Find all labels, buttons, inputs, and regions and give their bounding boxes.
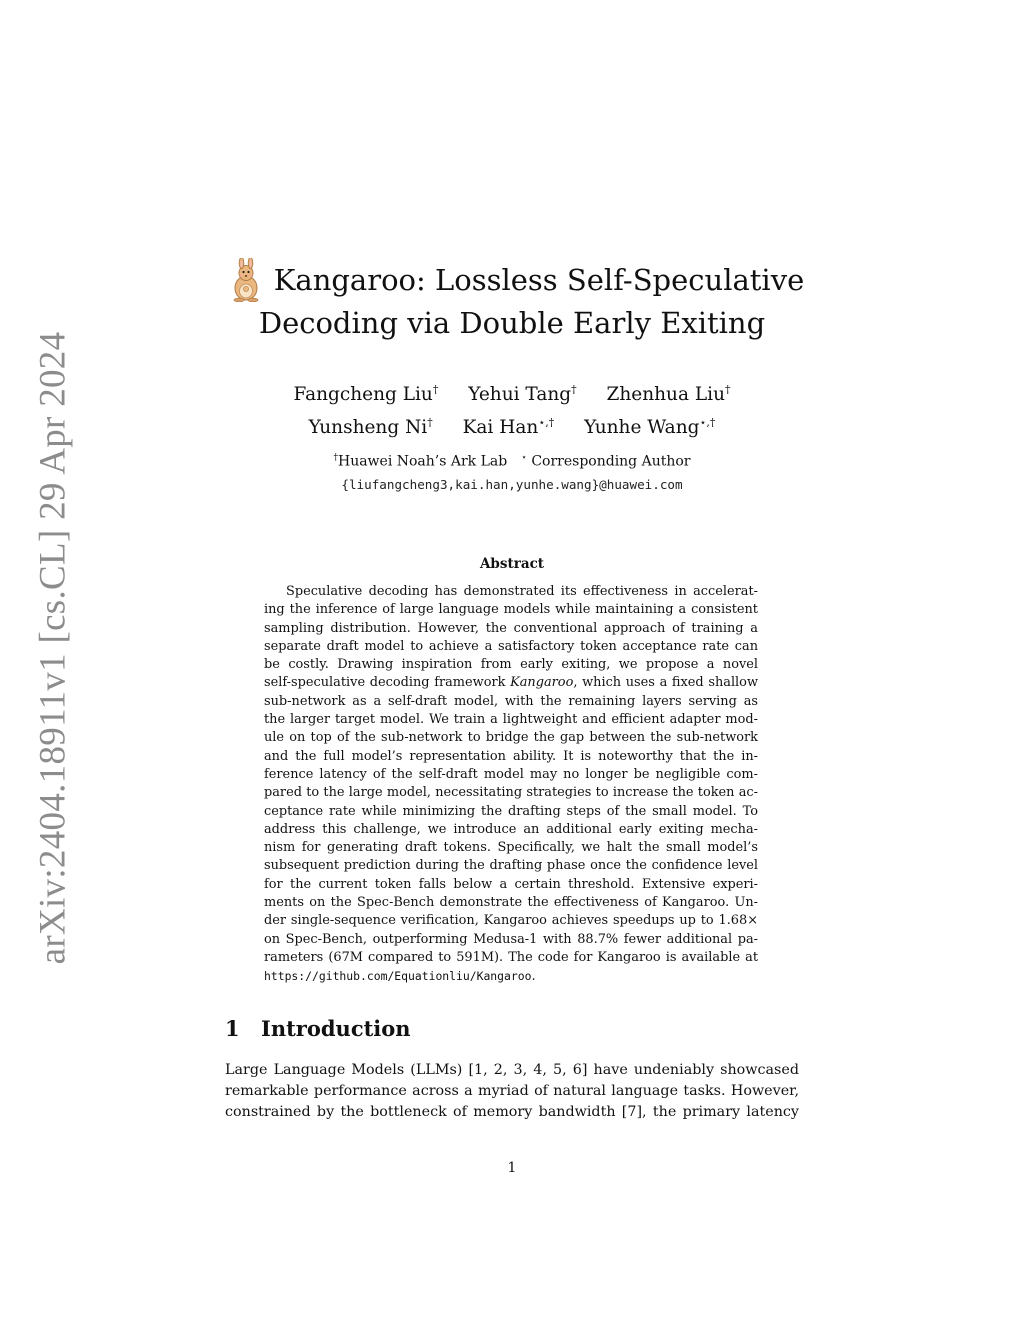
author-row-1 <box>0 376 1024 409</box>
author-list <box>0 376 1024 442</box>
intro-line: constrained by the bottleneck of memory bandwidth [7], the primary latency <box>225 1104 799 1120</box>
corresponding-mark: ⋆ <box>521 453 527 463</box>
abstract-heading: Abstract <box>479 556 545 572</box>
abstract-line: ference latency of the self-draft model may no longer be negligible com- <box>264 766 758 782</box>
intro-line: Large Language Models (LLMs) [1, 2, 3, 4, 5, 6] have undeniably showcased <box>225 1062 799 1078</box>
abstract-line: sub-network as a self-draft model, with the remaining layers serving as <box>264 693 758 709</box>
affiliation-lab: Huawei Noah’s Ark Lab <box>337 453 508 470</box>
abstract-line: and the full model’s representation ability. It is noteworthy that the in- <box>264 748 758 764</box>
abstract-line: on Spec-Bench, outperforming Medusa-1 with 88.7% fewer additional pa- <box>264 931 758 947</box>
author: Yunsheng Ni† <box>308 416 433 439</box>
author-row-2 <box>0 409 1024 442</box>
kangaroo-icon <box>226 258 266 302</box>
abstract-line: Speculative decoding has demonstrated its effectiveness in accelerat- <box>286 584 758 599</box>
corresponding-label: Corresponding Author <box>531 453 691 470</box>
abstract-line: pared to the large model, necessitating strategies to increase the token ac- <box>264 785 758 801</box>
abstract-line: be costly. Drawing inspiration from early exiting, we propose a novel <box>264 657 758 673</box>
abstract-line: subsequent prediction during the drafting phase once the confidence level <box>264 858 758 874</box>
abstract-line: for the current token falls below a certain threshold. Extensive experi- <box>264 876 758 892</box>
affiliation-mark: † <box>333 453 338 463</box>
introduction-body <box>225 1060 799 1123</box>
abstract-body <box>264 583 758 987</box>
abstract-line: https://github.com/Equationliu/Kangaroo. <box>264 969 536 985</box>
author-emails: {liufangcheng3,kai.han,yunhe.wang}@huawei.com <box>341 477 683 492</box>
section-heading-introduction <box>225 1016 411 1041</box>
title-line-2: Decoding via Double Early Exiting <box>258 306 766 340</box>
author: Kai Han⋆,† <box>462 416 555 439</box>
abstract-line: ing the inference of large language models while maintaining a consistent <box>264 602 758 618</box>
abstract-line: nism for generating draft tokens. Specifically, we halt the small model’s <box>264 840 758 856</box>
affiliation-line <box>0 448 1024 472</box>
abstract-line: sampling distribution. However, the conventional approach of training a <box>264 620 758 636</box>
title-text-line-1: Kangaroo: Lossless Self-Speculative <box>273 263 805 297</box>
author: Zhenhua Liu† <box>606 383 731 406</box>
github-link[interactable]: https://github.com/Equationliu/Kangaroo <box>264 969 532 984</box>
abstract-line: der single-sequence verification, Kangaroo achieves speedups up to 1.68× <box>264 913 758 929</box>
author: Yehui Tang† <box>468 383 577 406</box>
abstract-line: rameters (67M compared to 591M). The code for Kangaroo is available at <box>264 949 758 965</box>
author: Fangcheng Liu† <box>293 383 439 406</box>
abstract-line: the larger target model. We train a lightweight and efficient adapter mod- <box>264 712 758 728</box>
abstract-line: ule on top of the sub-network to bridge the gap between the sub-network <box>264 730 758 746</box>
title-line-1 <box>0 258 1024 302</box>
arxiv-identifier-stamp: arXiv:2404.18911v1 [cs.CL] 29 Apr 2024 <box>32 331 74 965</box>
abstract-line: ments on the Spec-Bench demonstrate the effectiveness of Kangaroo. Un- <box>264 895 758 911</box>
section-number: 1 <box>225 1016 240 1041</box>
section-title: Introduction <box>261 1016 411 1041</box>
abstract-line: self-speculative decoding framework Kangaroo, which uses a fixed shallow <box>264 675 758 691</box>
kangaroo-italic-name: Kangaroo <box>510 675 574 691</box>
abstract-line: ceptance rate while minimizing the drafting steps of the small model. To <box>264 803 758 819</box>
abstract-line: separate draft model to achieve a satisfactory token acceptance rate can <box>264 638 758 654</box>
intro-line: remarkable performance across a myriad of natural language tasks. However, <box>225 1083 799 1099</box>
page-number: 1 <box>507 1160 517 1176</box>
abstract-line: address this challenge, we introduce an additional early exiting mecha- <box>264 821 758 837</box>
paper-title <box>0 258 1024 344</box>
author: Yunhe Wang⋆,† <box>584 416 716 439</box>
